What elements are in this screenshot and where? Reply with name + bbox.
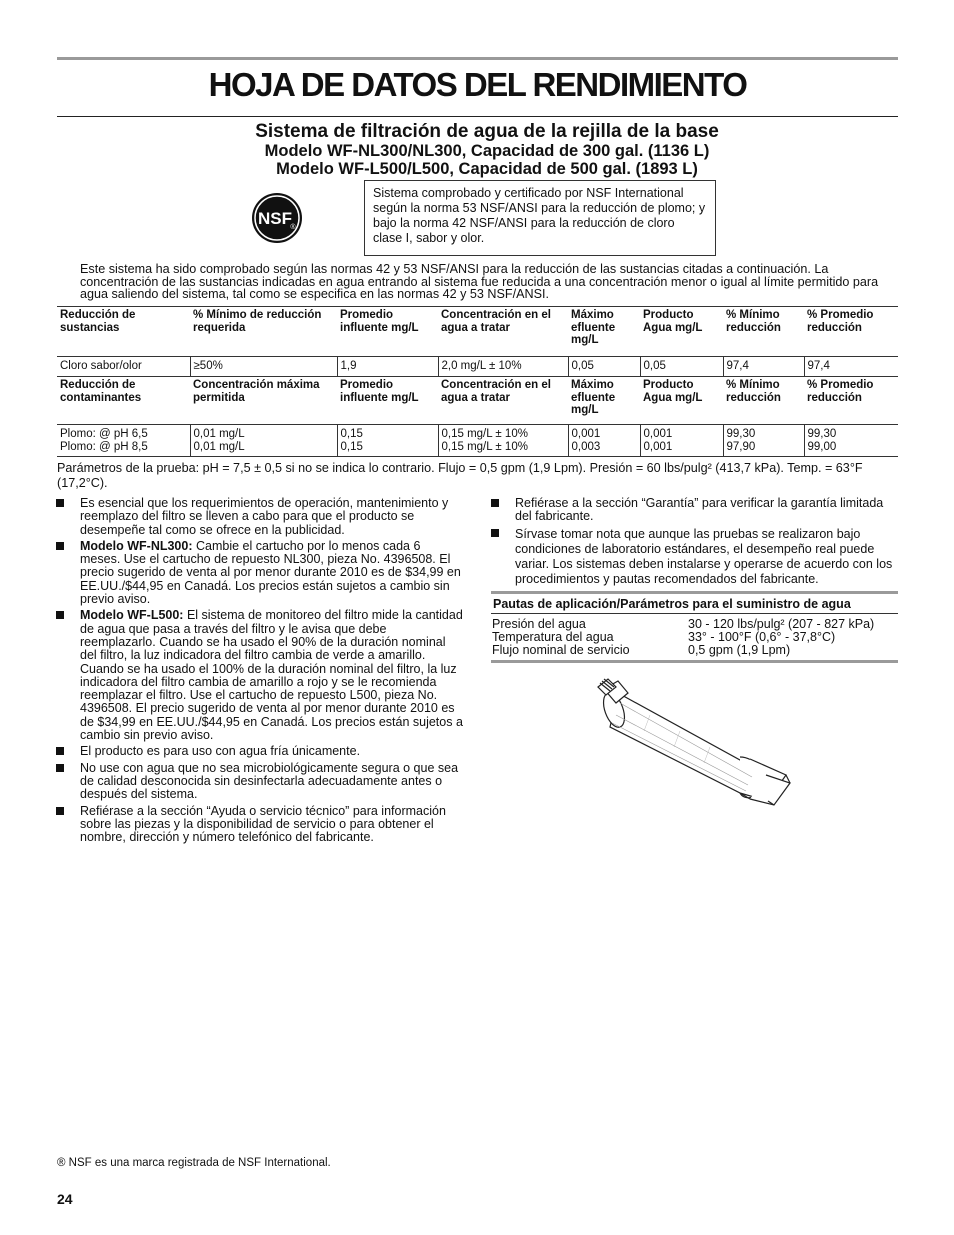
table-cell-line: 0,001 [643,428,673,440]
table-header-cell: % Mínimo de reducción requerida [193,309,322,334]
list-item [56,805,464,845]
bullet-square-icon [56,611,64,619]
list-item [56,540,464,606]
table-row [57,425,898,457]
table-header-cell: % Promedio reducción [807,309,874,334]
table-header-cell: Máximo efluente mg/L [571,379,616,416]
table-cell-line: Plomo: @ pH 8,5 [60,440,148,453]
table-header-cell: Reducción de contaminantes [60,379,142,404]
table-cell [804,425,898,457]
table-cell-line: 0,001 [643,440,673,453]
table-header-cell: % Mínimo reducción [726,309,781,334]
table-cell: ≥50% [190,357,337,377]
table-cell: 97,4 [804,357,898,377]
model-line-1: Modelo WF-NL300/NL300, Capacidad de 300 gal. (1136 L) [264,142,710,160]
left-bullet-list [56,497,464,847]
bullet-square-icon [491,499,499,507]
filter-cartridge-icon [590,675,805,810]
list-item-text: Sírvase tomar nota que aunque las pruebas se realizaron bajo condiciones de laboratorio estándares, el desempeño real puede variar. Los sistemas deben instalarse y operarse de acuerdo con los procedimientos y pautas recomendados del fabricante. [515,526,893,586]
nsf-logo-text: NSF [258,209,292,228]
table-cell: 2,0 mg/L ± 10% [438,357,568,377]
model-line-2: Modelo WF-L500/L500, Capacidad de 500 gal. (1893 L) [276,160,698,178]
guidelines-value: 0,5 gpm (1,9 Lpm) [688,643,791,657]
table-cell-line: 97,90 [726,440,756,453]
list-item-text: El producto es para uso con agua fría únicamente. [80,744,361,759]
table-cell-line: 99,30 [726,428,756,440]
guidelines-label: Presión del agua [492,617,586,631]
table-cell: Cloro sabor/olor [60,360,142,372]
table-cell [568,425,640,457]
bullet-square-icon [56,499,64,507]
list-item-text: Es esencial que los requerimientos de operación, mantenimiento y reemplazo del filtro se lleven a cabo para que el producto se desempeñe tal como se ofrece en la publicidad. [80,496,449,537]
table-cell [337,425,438,457]
table-header-cell: Reducción de sustancias [60,309,136,334]
guidelines-value: 33° - 100°F (0,6° - 37,8°C) [688,630,836,644]
list-item-text: El sistema de monitoreo del filtro mide la cantidad de agua que pasa a través del filtro y le avisa que debe reemplazarlo. Cuando se ha usado el 90% de la duración nominal del filtro, la luz indicadora del filtro cambia de verde a amarillo. Cuando se ha usado el 100% de la duración nominal del filtro, la luz indicadora del filtro cambia de amarillo a rojo y se le recomienda reemplazar el filtro. Use el cartucho de repuesto L500, pieza No. 4396508. El precio sugerido de venta al por menor durante 2010 es de $34,99 en EE.UU./$44,95 en Canadá. Los precios están sujetos a cambio sin previo aviso. [80,608,463,743]
guidelines-bottom-rule [491,660,898,663]
table-cell-line: 99,00 [807,440,837,453]
guidelines-heading: Pautas de aplicación/Parámetros para el suministro de agua [491,594,898,614]
table-cell-line: 0,003 [571,440,601,453]
guidelines-label: Flujo nominal de servicio [492,643,630,657]
table-cell [723,425,804,457]
table-cell-line: 0,15 [340,428,363,440]
table-header-cell: Producto Agua mg/L [643,309,703,334]
list-item-text: No use con agua que no sea microbiológicamente segura o que sea de calidad desconocida sin desinfectarla adecuadamente antes o después del sistema. [80,760,459,802]
table-header-cell: Promedio influente mg/L [340,379,419,404]
list-item [56,745,464,758]
intro-paragraph: Este sistema ha sido comprobado según las normas 42 y 53 NSF/ANSI para la reducción de las sustancias citadas a continuación. La concentración de las sustancias indicadas en agua entrando al sistema fue reducida a una concentración menor o igual al límite permitido para agua saliendo del sistema, tal como se especifica en las normas 42 y 53 NSF/ANSI. [80,262,879,301]
table-cell: 1,9 [337,357,438,377]
table-cell-line: 0,01 mg/L [193,440,245,453]
bullet-square-icon [56,807,64,815]
table-header-cell: Promedio influente mg/L [340,309,419,334]
table-header-cell: Máximo efluente mg/L [571,309,616,346]
list-item-text: Cambie el cartucho por lo menos cada 6 meses. Use el cartucho de repuesto NL300, pieza No. 4396508. El precio sugerido de venta al por menor durante 2010 es de $34,99 en EE.UU./$44,95 en Canadá. Los precios están sujetos a cambio sin previo aviso. [80,538,461,607]
table-cell-line: 0,15 [340,440,363,453]
table-cell-line: 0,001 [571,428,601,440]
table-cell-line: 99,30 [807,428,837,440]
title-rule [57,116,898,117]
test-parameters: Parámetros de la prueba: pH = 7,5 ± 0,5 si no se indica lo contrario. Flujo = 0,5 gpm (1,9 Lpm). Presión = 60 lbs/pulg² (413,7 kPa). Temp. = 63°F (17,2°C). [57,461,863,490]
top-rule [57,57,898,60]
table-cell-line: 0,01 mg/L [193,428,245,440]
table-header-row [57,377,898,425]
page-title: HOJA DE DATOS DEL RENDIMIENTO [208,66,747,103]
application-guidelines-table [491,591,898,663]
table-cell [640,425,723,457]
table-cell-line: 0,15 mg/L ± 10% [441,440,528,453]
guidelines-row [492,644,897,657]
performance-table [57,306,898,457]
table-header-cell: % Mínimo reducción [726,379,781,404]
table-cell: 0,05 [568,357,640,377]
nsf-footnote: ® NSF es una marca registrada de NSF International. [57,1157,331,1169]
table-cell-line: Plomo: @ pH 6,5 [60,428,148,440]
nsf-certification-box: Sistema comprobado y certificado por NSF International según la norma 53 NSF/ANSI para la reducción de plomo; y bajo la norma 42 NSF/ANSI para la reducción de cloro clase I, sabor y olor. [364,180,716,256]
list-item-text: Refiérase a la sección “Garantía” para verificar la garantía limitada del fabricante. [515,496,884,524]
table-cell-line: 0,15 mg/L ± 10% [441,428,528,440]
list-item [56,762,464,802]
page-number: 24 [57,1191,73,1207]
list-item [56,609,464,742]
table-cell [190,425,337,457]
nsf-logo-icon [251,192,303,244]
list-item [491,527,899,587]
bullet-square-icon [56,747,64,755]
bullet-square-icon [491,529,499,537]
table-header-cell: Concentración máxima permitida [193,379,320,404]
nsf-logo-mark: ® [290,224,296,231]
system-subtitle: Sistema de filtración de agua de la rejilla de la base [255,121,719,142]
table-cell: 97,4 [723,357,804,377]
table-row [57,357,898,377]
list-item [56,497,464,537]
table-header-cell: Concentración en el agua a tratar [441,309,551,334]
guidelines-value: 30 - 120 lbs/pulg² (207 - 827 kPa) [688,617,875,631]
table-header-cell: Producto Agua mg/L [643,379,703,404]
bullet-square-icon [56,542,64,550]
guidelines-rows [491,614,898,660]
bullet-square-icon [56,764,64,772]
list-item [491,497,899,524]
table-header-row [57,307,898,357]
table-cell [438,425,568,457]
list-item-text: Refiérase a la sección “Ayuda o servicio técnico” para información sobre las piezas y la disponibilidad de servicio o para obtener el nombre, dirección y número telefónico del fabricante. [80,803,446,845]
guidelines-label: Temperatura del agua [492,630,614,644]
table-header-cell: Concentración en el agua a tratar [441,379,551,404]
table-cell: 0,05 [640,357,723,377]
table-header-cell: % Promedio reducción [807,379,874,404]
table-cell [57,425,190,457]
right-bullet-list [491,497,899,590]
list-item-bold: Modelo WF-NL300: [80,538,193,553]
list-item-bold: Modelo WF-L500: [80,608,184,623]
